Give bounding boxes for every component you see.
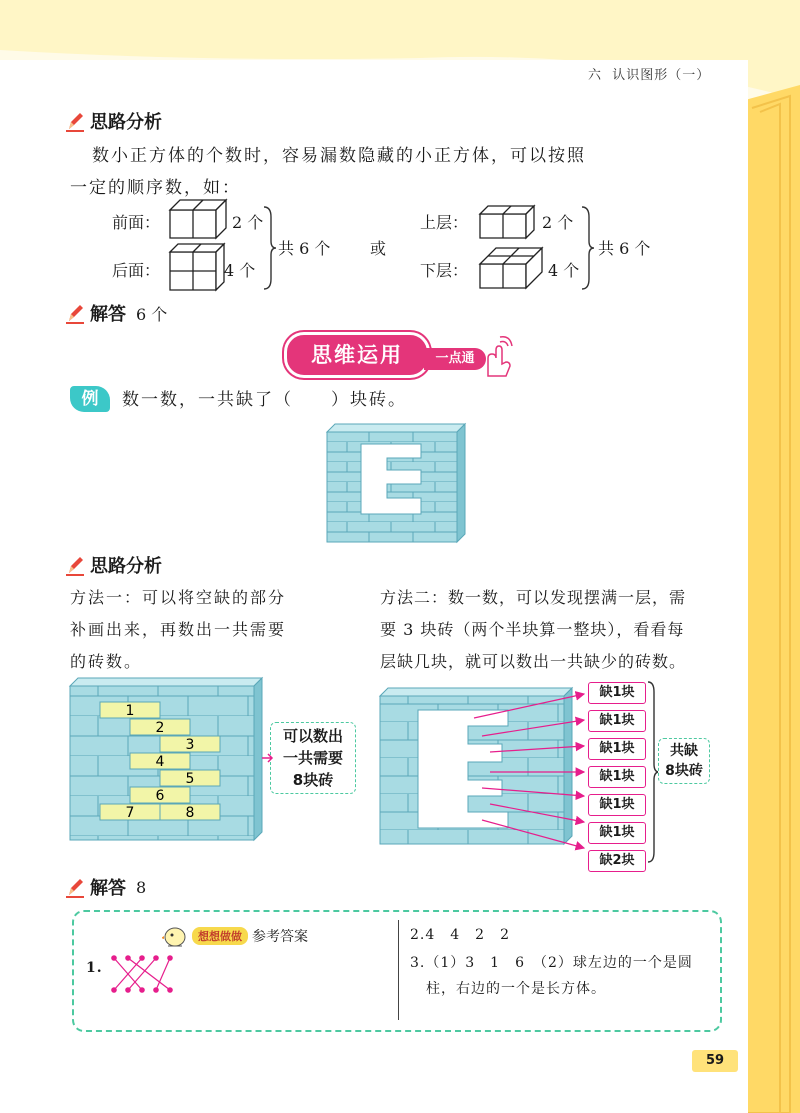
answer-box-title: 想想做做 xyxy=(192,927,248,945)
pencil-icon xyxy=(66,554,86,576)
back-view-diagram xyxy=(168,242,230,292)
filled-brick-number: 1 xyxy=(125,703,135,719)
top-layer-label: 上层： xyxy=(420,213,469,232)
answer-label: 解答 xyxy=(90,304,126,325)
bottom-layer-count: 4 个 xyxy=(548,261,580,280)
method1-line3: 的砖数。 xyxy=(70,652,143,671)
pencil-icon xyxy=(66,876,86,898)
missing-label: 缺1块 xyxy=(588,682,646,704)
answer-box-subtitle: 参考答案 xyxy=(252,929,308,945)
front-view-diagram xyxy=(168,198,230,240)
answer-value: 6 个 xyxy=(136,304,168,324)
method2-wall xyxy=(378,686,592,864)
missing-label: 缺1块 xyxy=(588,738,646,760)
tap-hand-icon xyxy=(480,334,514,378)
example-tag: 例 xyxy=(70,386,110,412)
method2-line3: 层缺几块，就可以数出一共缺少的砖数。 xyxy=(380,652,687,671)
banner-subtitle: 一点通 xyxy=(424,348,486,370)
example-brick-wall xyxy=(325,422,467,544)
section-title-text: 思路分析 xyxy=(90,556,162,577)
filled-brick-number: 6 xyxy=(155,788,165,804)
filled-brick-number: 4 xyxy=(155,754,165,770)
front-count: 2 个 xyxy=(232,213,264,232)
method1-callout xyxy=(270,722,356,794)
filled-brick-number: 7 xyxy=(125,805,135,821)
brace-left xyxy=(262,205,278,291)
callout-line2: 一共需要 xyxy=(282,749,343,767)
total-right: 共 6 个 xyxy=(598,239,651,258)
filled-brick-number: 3 xyxy=(185,737,195,753)
filled-brick-number: 5 xyxy=(185,771,195,787)
method2-line2: 要 3 块砖（两个半块算一整块），看看每 xyxy=(380,620,685,639)
bottom-layer-label: 下层： xyxy=(420,261,469,280)
answer-item3-line1: 3.（1）3 1 6 （2）球左边的一个是圆 xyxy=(410,955,693,971)
callout-line1: 可以数出 xyxy=(282,727,343,745)
method2-line1: 方法二：数一数，可以发现摆满一层，需 xyxy=(380,588,687,607)
answer-box-header xyxy=(162,924,308,948)
pencil-icon xyxy=(66,302,86,324)
total-left: 共 6 个 xyxy=(278,239,331,258)
back-label: 后面： xyxy=(112,261,161,280)
filled-brick-number: 8 xyxy=(185,805,195,821)
matching-lines-diagram xyxy=(108,952,178,996)
section-title-text: 思路分析 xyxy=(90,112,162,133)
missing-labels-list xyxy=(588,682,646,872)
thinking-application-banner xyxy=(284,332,520,382)
method1-line1: 方法一：可以将空缺的部分 xyxy=(70,588,287,607)
analysis-para-line1: 数小正方体的个数时，容易漏数隐藏的小正方体，可以按照 xyxy=(92,146,586,166)
front-label: 前面： xyxy=(112,213,161,232)
chick-icon xyxy=(162,924,188,948)
pencil-icon xyxy=(66,110,86,132)
missing-label: 缺1块 xyxy=(588,710,646,732)
or-text: 或 xyxy=(370,239,387,258)
total-line1: 共缺 xyxy=(670,743,698,759)
answer-item3-line2: 柱，右边的一个是长方体。 xyxy=(426,981,606,997)
missing-label: 缺2块 xyxy=(588,850,646,872)
callout-line3: 8块砖 xyxy=(292,771,334,789)
missing-label: 缺1块 xyxy=(588,794,646,816)
answer-label: 解答 xyxy=(90,878,126,899)
section-title-analysis-2 xyxy=(66,552,162,578)
back-count: 4 个 xyxy=(224,261,256,280)
filled-brick-number: 2 xyxy=(155,720,165,736)
brace-right xyxy=(580,205,596,291)
missing-label: 缺1块 xyxy=(588,822,646,844)
answer-1 xyxy=(66,300,167,326)
chapter-title: 认识图形（一） xyxy=(612,68,711,83)
analysis-para-line2: 一定的顺序数，如： xyxy=(70,178,241,198)
answer-2 xyxy=(66,874,146,900)
bottom-layer-diagram xyxy=(478,246,546,290)
answer-item2: 2.4 4 2 2 xyxy=(410,927,510,943)
running-header xyxy=(588,64,710,83)
reference-answer-box xyxy=(72,910,722,1032)
section-title-analysis-1 xyxy=(66,108,162,134)
missing-label: 缺1块 xyxy=(588,766,646,788)
answer-item1-num: 1. xyxy=(86,960,103,976)
page-number: 59 xyxy=(692,1050,738,1072)
total-line2: 8块砖 xyxy=(665,763,703,779)
banner-title: 思维运用 xyxy=(284,332,430,378)
chapter-number: 六 xyxy=(588,68,603,83)
answer-box-divider xyxy=(398,920,399,1020)
top-layer-diagram xyxy=(478,204,540,240)
callout-arrow-icon xyxy=(262,752,274,764)
example-question: 数一数，一共缺了（ ）块砖。 xyxy=(122,390,407,410)
method1-line2: 补画出来，再数出一共需要 xyxy=(70,620,287,639)
method1-filled-wall xyxy=(68,676,264,842)
missing-total xyxy=(658,738,710,784)
top-layer-count: 2 个 xyxy=(542,213,574,232)
answer-value: 8 xyxy=(136,877,147,897)
